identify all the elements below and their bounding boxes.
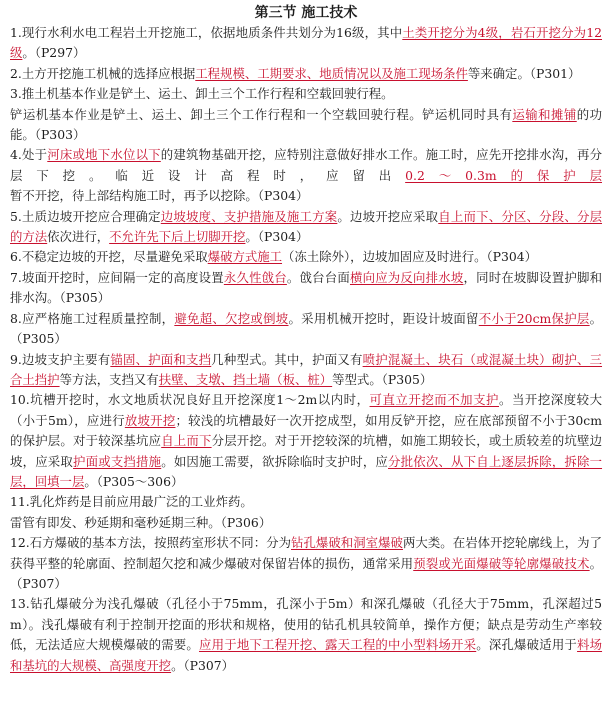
text-segment: 2.土方开挖施工机械的选择应根据 [10,65,196,81]
highlighted-key-point: 土类开挖分为4级，岩石开挖分为12级 [10,25,602,61]
paragraph [10,247,602,267]
highlighted-key-point: 不允许先下后上切脚开挖 [109,229,246,245]
highlighted-key-point: 永久性戗台 [223,269,287,285]
highlighted-key-point: 喷护混凝土、块石（或混凝土块）砌护、三合土挡护 [10,351,603,387]
highlighted-key-point: 自上而下、分区、分段、分层的方法 [10,208,603,245]
text-segment: 。（P307） [171,657,235,673]
text-segment: 。采用机械开挖时，距设计坡面留 [288,310,479,326]
highlighted-key-point: 0.2～0.3m的保护层 [405,167,602,183]
section-title: 第三节 施工技术 [254,5,358,21]
highlighted-key-point: 横向应为反向排水坡 [349,269,464,285]
text-segment: 8.应严格施工过程质量控制， [10,310,175,326]
text-segment: 的功能。（P303） [10,106,603,143]
paragraph [10,23,602,64]
text-segment: 。（P307） [10,555,603,591]
text-segment: 铲运机基本作业是铲土、运土、卸土三个工作行程和一个空载回驶行程。铲运机同时具有 [10,106,513,122]
text-segment: 4.处于 [10,147,48,163]
highlighted-key-point: 工程规模、工期要求、地质情况以及施工现场条件 [195,65,468,81]
text-segment: 。（P304） [245,229,309,245]
highlighted-key-point: 预裂或光面爆破等轮廓爆破技术 [413,555,590,571]
highlighted-key-point: 扶壁、支墩、挡土墙（板、桩） [158,371,333,387]
highlighted-key-point: 分批依次、从下自上逐层拆除，拆除一层，回填一层 [10,453,603,489]
text-segment: 11.乳化炸药是目前应用最广泛的工业炸药。 [10,494,253,510]
paragraph [10,84,602,104]
text-segment: 13.钻孔爆破分为浅孔爆破（孔径小于75mm，孔深小于5m）和深孔爆破（孔径大于75mm，孔深超过5m）。浅孔爆破有利于控制开挖面的形状和规格，使用的钻孔机具较简单，操作方便；缺点是劳动生产率较低，无法适应大规模爆破的需要。 [10,596,602,653]
paragraph [10,350,602,391]
text-segment: 。（P305） [10,310,602,347]
highlighted-key-point: 钻孔爆破和洞室爆破 [291,535,403,551]
text-segment: 。（P297） [22,45,86,61]
paragraph [10,533,602,594]
text-segment: 的建筑物基础开挖，应特别注意做好排水工作。施工时，应先开挖排水沟，再分层下挖。临近设计高程时，应留出 [10,147,603,183]
paragraph [10,513,602,533]
text-segment: 3.推土机基本作业是铲土、运土、卸土三个工作行程和空载回驶行程。 [10,86,394,102]
paragraph [10,145,602,206]
highlighted-key-point: 护面或支挡措施 [73,453,162,469]
highlighted-key-point: 料场和基坑的大规模、高强度开挖 [10,637,603,673]
text-segment: 。（P305～306） [84,473,184,489]
highlighted-key-point: 运输和摊铺 [512,106,577,122]
text-segment: 等来确定。（P301） [467,65,581,81]
highlighted-key-point: 可直立开挖而不加支护 [369,392,499,408]
paragraph [10,492,602,512]
text-segment: 。当开挖深度较大（小于5m），应进行 [10,392,603,428]
text-segment: 等型式。（P305） [332,371,433,387]
highlighted-key-point: 河床或地下水位以下 [47,147,161,163]
text-segment: 。边坡开挖应采取 [337,208,439,224]
highlighted-key-point: 锚固、护面和支挡 [110,351,212,367]
highlighted-key-point: 爆破方式施工 [207,249,283,265]
text-segment: 1.现行水利水电工程岩土开挖施工，依据地质条件共划分为16级，其中 [10,25,403,40]
highlighted-key-point: 避免超、欠挖或倒坡 [174,310,289,326]
text-segment: （冻土除外），边坡加固应及时进行。（P304） [282,249,538,265]
text-segment: 。深孔爆破适用于 [476,637,578,653]
text-segment: 10.坑槽开挖时，水文地质状况良好且开挖深度1～2m以内时， [10,392,370,408]
text-segment: 。如因施工需要，欲拆除临时支护时，应 [161,453,389,469]
paragraph [10,309,602,350]
text-segment: 依次进行， [47,229,110,245]
text-segment: 等方法，支挡又有 [59,371,159,387]
paragraph [10,105,602,146]
paragraph [10,268,602,309]
text-segment: 分层开挖。对于开挖较深的坑槽，如施工期较长，或土质较差的坑壁边坡，应采取 [10,433,603,469]
text-segment: 6.不稳定边坡的开挖，尽量避免采取 [10,249,208,265]
document-body [10,23,602,676]
text-segment: 7.坡面开挖时，应间隔一定的高度设置 [10,269,224,285]
highlighted-key-point: 放坡开挖 [124,412,176,428]
paragraph [10,207,602,248]
text-segment: 9.边坡支护主要有 [10,351,111,367]
text-segment: 两大类。在岩体开挖轮廓线上，为了获得平整的轮廓面、控制超欠挖和减少爆破对保留岩体的损伤，通常采用 [10,535,602,571]
text-segment: 雷管有即发、秒延期和毫秒延期三种。（P306） [10,514,272,530]
text-segment: ；较浅的坑槽最好一次开挖成型，如用反铲开挖，应在底部预留不小于30cm的保护层。对于较深基坑应 [10,412,602,449]
paragraph [10,64,602,84]
paragraph [10,594,602,676]
text-segment: 5.土质边坡开挖应合理确定 [10,208,161,224]
highlighted-key-point: 应用于地下工程开挖、露天工程的中小型料场开采 [199,637,477,653]
text-segment: 12.石方爆破的基本方法，按照药室形状不同：分为 [10,535,292,551]
text-segment: ，同时在坡脚设置护脚和排水沟。（P305） [10,269,602,306]
text-segment: 。戗台台面 [286,269,350,285]
highlighted-key-point: 边坡坡度、支护措施及施工方案 [160,208,338,224]
text-segment: 暂不开挖，待上部结构施工时，再予以挖除。（P304） [10,188,309,204]
highlighted-key-point: 不小于20cm保护层 [478,310,590,326]
text-segment: 几种型式。其中，护面又有 [211,351,363,367]
paragraph [10,390,602,492]
highlighted-key-point: 自上而下 [161,433,212,449]
